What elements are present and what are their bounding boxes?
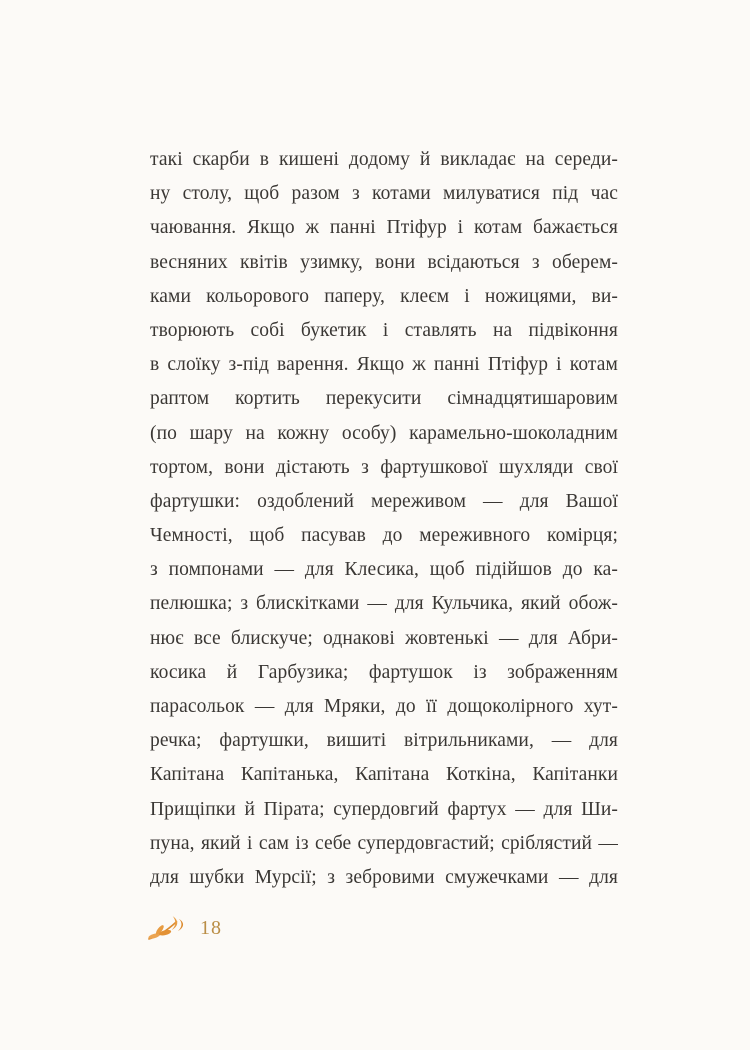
text-line: раптом кортить перекусити сімнадцятишаровим bbox=[150, 388, 618, 410]
text-line: весняних квітів узимку, вони всідаються з оберем- bbox=[150, 251, 618, 273]
text-line: фартушки: оздоблений мереживом — для Вашої bbox=[150, 490, 618, 512]
page-footer bbox=[147, 912, 222, 942]
text-line: тортом, вони дістають з фартушкової шухляди свої bbox=[150, 456, 618, 478]
text-line: пелюшка; з блискітками — для Кульчика, який обож- bbox=[150, 593, 618, 615]
text-line: творюють собі букетик і ставлять на підвіконня bbox=[150, 319, 618, 341]
text-line: речка; фартушки, вишиті вітрильниками, — для bbox=[150, 730, 618, 752]
text-line: для шубки Мурсії; з зебровими смужечками — для bbox=[150, 866, 618, 888]
text-line: косика й Гарбузика; фартушок із зображенням bbox=[150, 661, 618, 683]
text-line: з помпонами — для Клесика, щоб підійшов до ка- bbox=[150, 559, 618, 581]
text-line: чаювання. Якщо ж панні Птіфур і котам бажається bbox=[150, 217, 618, 239]
text-line: Капітана Капітанька, Капітана Коткіна, Капітанки bbox=[150, 764, 618, 786]
page-number: 18 bbox=[200, 916, 222, 939]
text-line: Прищіпки й Пірата; супердовгий фартух — для Ши- bbox=[150, 798, 618, 820]
laurel-branch-icon bbox=[147, 913, 187, 942]
text-line: парасольок — для Мряки, до її дощоколірного хут- bbox=[150, 696, 618, 717]
text-line: ну столу, щоб разом з котами милуватися під час bbox=[150, 183, 618, 205]
text-line: такі скарби в кишені додому й викладає на середи- bbox=[150, 149, 618, 170]
text-line: Чемності, щоб пасував до мереживного комірця; bbox=[150, 525, 618, 547]
text-line: в слоїку з-під варення. Якщо ж панні Птіфур і котам bbox=[150, 354, 618, 376]
text-line: (по шару на кожну особу) карамельно-шоколадним bbox=[150, 422, 618, 444]
text-line: ками кольорового паперу, клеєм і ножицями, ви- bbox=[150, 285, 618, 307]
text-line: нює все блискуче; однакові жовтенькі — для Абри- bbox=[150, 627, 618, 649]
page-text bbox=[150, 143, 618, 895]
text-line: пуна, який і сам із себе супердовгастий; сріблястий — bbox=[150, 832, 618, 854]
